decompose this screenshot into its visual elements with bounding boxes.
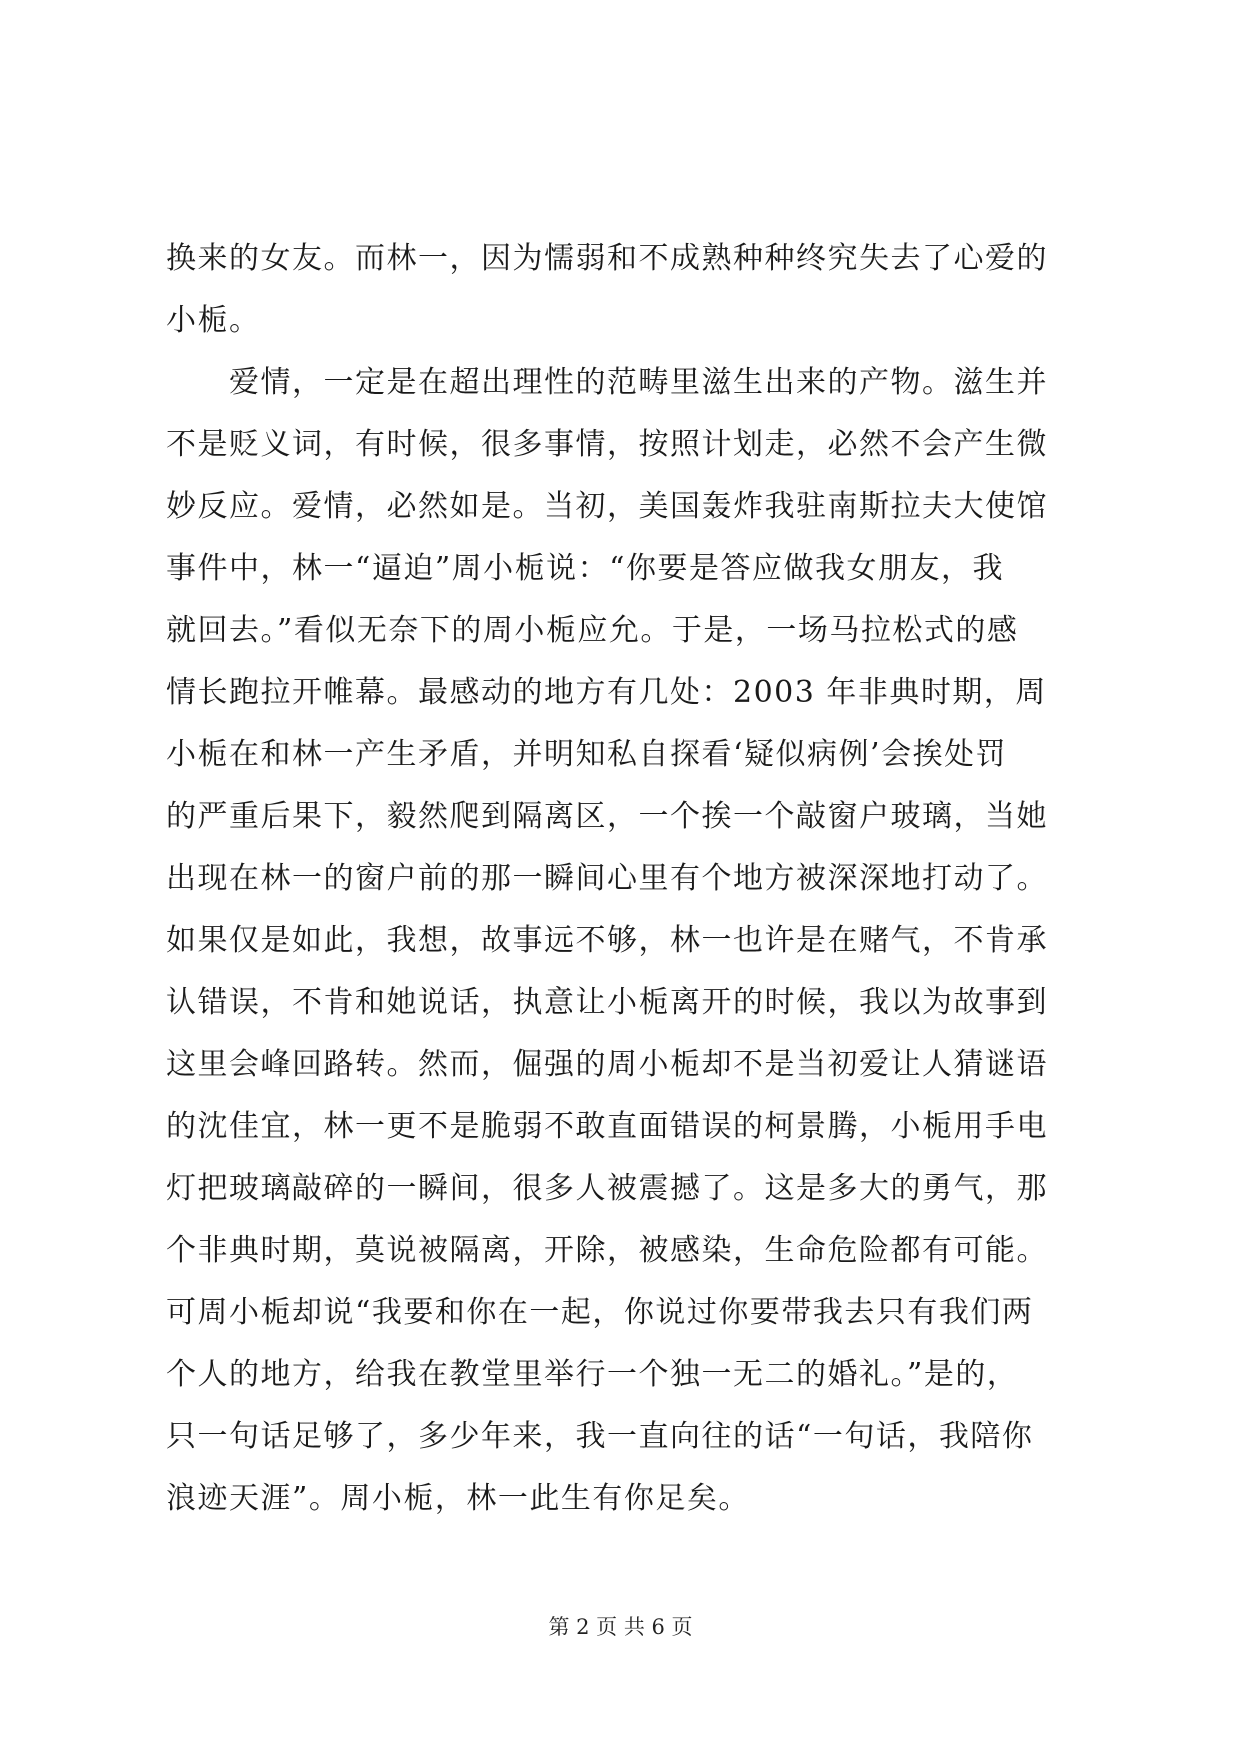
text-line: 就回去。”看似无奈下的周小栀应允。于是，一场马拉松式的感: [166, 613, 1019, 648]
text-line: 这里会峰回路转。然而，倔强的周小栀却不是当初爱让人猜谜语: [166, 1047, 1048, 1082]
page-number-footer: 第 2 页 共 6 页: [548, 1615, 693, 1639]
text-line: 小栀。: [166, 303, 261, 338]
text-line: 出现在林一的窗户前的那一瞬间心里有个地方被深深地打动了。: [166, 861, 1048, 896]
text-line: 浪迹天涯”。周小栀，林一此生有你足矣。: [166, 1481, 750, 1516]
text-line: 个人的地方，给我在教堂里举行一个独一无二的婚礼。”是的，: [166, 1357, 1019, 1392]
text-line: 爱情，一定是在超出理性的范畴里滋生出来的产物。滋生并: [166, 365, 1048, 400]
text-line: 换来的女友。而林一，因为懦弱和不成熟种种终究失去了心爱的: [166, 241, 1048, 276]
text-line: 事件中，林一“逼迫”周小栀说：“你要是答应做我女朋友，我: [166, 551, 1005, 586]
text-line: 不是贬义词，有时候，很多事情，按照计划走，必然不会产生微: [166, 427, 1048, 462]
text-line: 的沈佳宜，林一更不是脆弱不敢直面错误的柯景腾，小栀用手电: [166, 1109, 1048, 1144]
text-line: 情长跑拉开帷幕。最感动的地方有几处：2003 年非典时期，周: [166, 675, 1047, 710]
text-line: 的严重后果下，毅然爬到隔离区，一个挨一个敲窗户玻璃，当她: [166, 799, 1048, 834]
text-line: 只一句话足够了，多少年来，我一直向往的话“一句话，我陪你: [166, 1419, 1034, 1454]
text-line: 小栀在和林一产生矛盾，并明知私自探看‘疑似病例’会挨处罚: [166, 737, 1008, 772]
text-line: 妙反应。爱情，必然如是。当初，美国轰炸我驻南斯拉夫大使馆: [166, 489, 1048, 524]
text-line: 可周小栀却说“我要和你在一起，你说过你要带我去只有我们两: [166, 1295, 1034, 1330]
text-line: 灯把玻璃敲碎的一瞬间，很多人被震撼了。这是多大的勇气，那: [166, 1171, 1048, 1206]
text-line: 个非典时期，莫说被隔离，开除，被感染，生命危险都有可能。: [166, 1233, 1048, 1268]
text-line: 认错误，不肯和她说话，执意让小栀离开的时候，我以为故事到: [166, 985, 1048, 1020]
body-text: [166, 228, 1086, 1530]
text-line: 如果仅是如此，我想，故事远不够，林一也许是在赌气，不肯承: [166, 923, 1048, 958]
